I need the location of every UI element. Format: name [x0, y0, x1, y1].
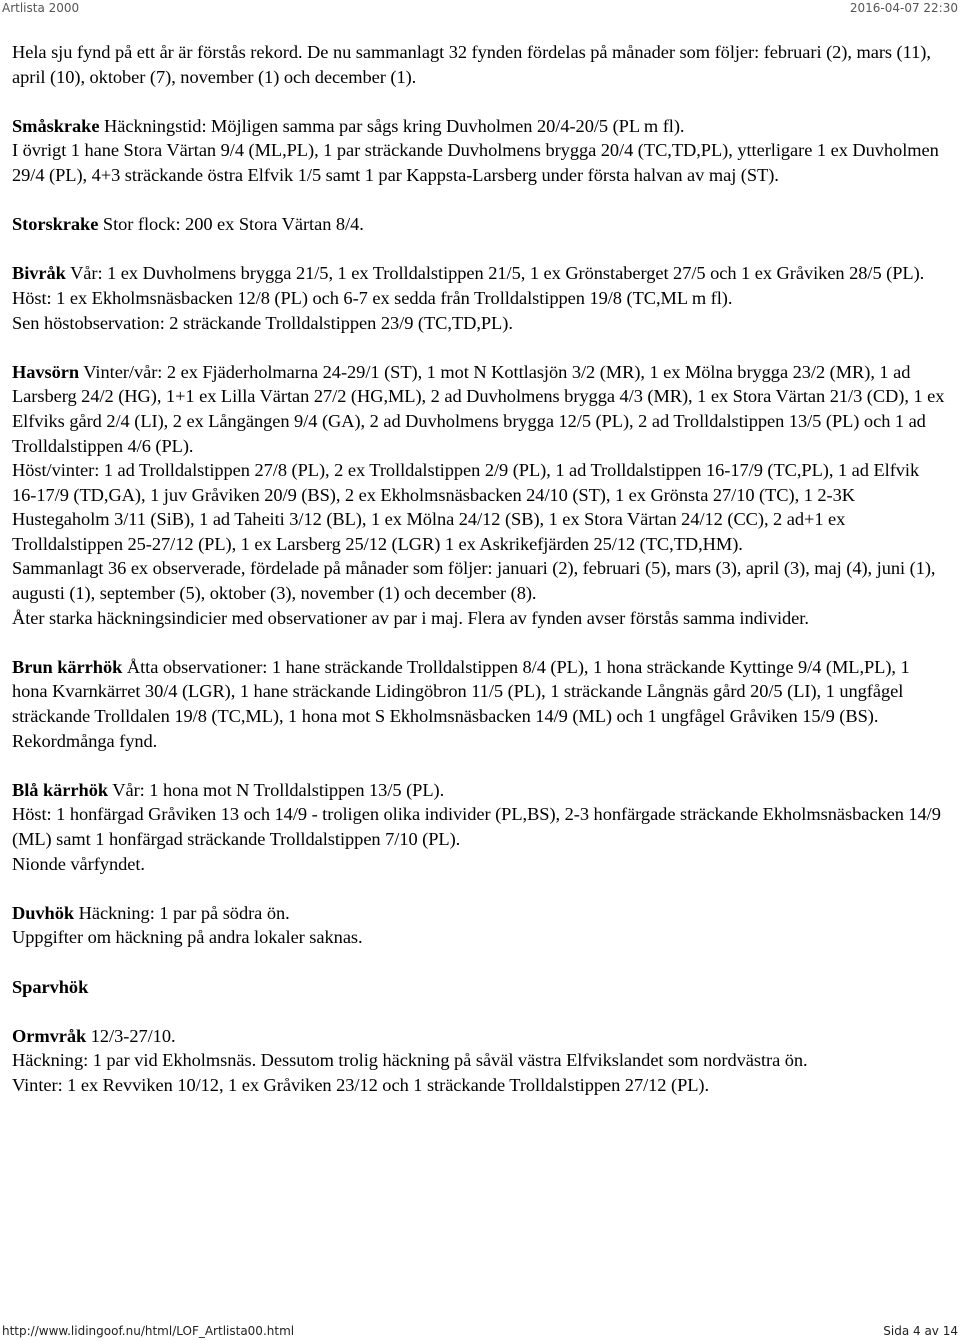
entry-first-line: Stor flock: 200 ex Stora Värtan 8/4.: [98, 214, 364, 235]
entry-first-line: Åtta observationer: 1 hane sträckande Trolldalstippen 8/4 (PL), 1 hona sträckande Kyttinge 9/4 (ML,PL), 1 hona Kvarnkärret 30/4 (LGR), 1 hane sträckande Lidingöbron 11/5 (PL), 1 sträckande Långnäs gård 20/5 (LI), 1 ungfågel sträckande Trolldalen 19/8 (TC,ML), 1 hona mot S Ekholmsnäsbacken 14/9 (ML) och 1 ungfågel Gråviken 15/9 (BS).: [12, 656, 910, 727]
entry-heading-line: [12, 975, 948, 1000]
species-entry-brun-karrhok: [12, 655, 948, 753]
page-number: Sida 4 av 14: [883, 1324, 958, 1338]
species-name: Storskrake: [12, 214, 99, 235]
entry-heading-line: [12, 778, 948, 803]
entry-first-line: Vår: 1 hona mot N Trolldalstippen 13/5 (PL).: [108, 779, 445, 800]
entry-line: Sen höstobservation: 2 sträckande Trolldalstippen 23/9 (TC,TD,PL).: [12, 312, 513, 333]
entry-first-line: Hela sju fynd på ett år är förstås rekord. De nu sammanlagt 32 fynden fördelas på månader som följer: februari (2), mars (11), april (10), oktober (7), november (1) och december (1).: [12, 42, 931, 87]
species-entry-sparvhok: [12, 975, 948, 1000]
species-entry-ormvrak: [12, 1024, 948, 1098]
entry-line: Höst: 1 ex Ekholmsnäsbacken 12/8 (PL) och 6-7 ex sedda från Trolldalstippen 19/8 (TC,ML m fl).: [12, 287, 733, 308]
entry-line: Rekordmånga fynd.: [12, 730, 158, 751]
species-entry-smaskrake: [12, 114, 948, 188]
species-name: Duvhök: [12, 902, 75, 923]
species-entry-havsorn: [12, 360, 948, 631]
entry-line: Häckning: 1 par vid Ekholmsnäs. Dessutom trolig häckning på såväl västra Elfvikslandet som nordvästra ön.: [12, 1050, 808, 1071]
species-name: Blå kärrhök: [12, 779, 109, 800]
print-timestamp: 2016-04-07 22:30: [849, 1, 958, 15]
entry-line: I övrigt 1 hane Stora Värtan 9/4 (ML,PL), 1 par sträckande Duvholmens brygga 20/4 (TC,TD,PL), ytterligare 1 ex Duvholmen 29/4 (PL), 4+3 sträckande östra Elfvik 1/5 samt 1 par Kappsta-Larsberg under första halvan av maj (ST).: [12, 140, 939, 185]
entry-heading-line: [12, 212, 948, 237]
entry-heading-line: [12, 360, 948, 458]
species-name: Bivråk: [12, 263, 66, 284]
species-entry-intro: [12, 40, 948, 89]
source-url: http://www.lidingoof.nu/html/LOF_Artlista00.html: [2, 1324, 295, 1338]
entry-heading-line: [12, 655, 948, 729]
entry-line: Åter starka häckningsindicier med observationer av par i maj. Flera av fynden avser förstås samma individer.: [12, 607, 809, 628]
entry-first-line: Häckning: 1 par på södra ön.: [74, 902, 290, 923]
entry-line: Höst/vinter: 1 ad Trolldalstippen 27/8 (PL), 2 ex Trolldalstippen 2/9 (PL), 1 ad Trolldalstippen 16-17/9 (TC,PL), 1 ad Elfvik 16-17/9 (TD,GA), 1 juv Gråviken 20/9 (BS), 2 ex Ekholmsnäsbacken 24/10 (ST), 1 ex Grönsta 27/10 (TC), 1 2-3K Hustegaholm 3/11 (SiB), 1 ad Taheiti 3/12 (BL), 1 ex Mölna 24/12 (SB), 1 ex Stora Värtan 24/12 (CC), 2 ad+1 ex Trolldalstippen 25-27/12 (PL), 1 ex Larsberg 25/12 (LGR) 1 ex Askrikefjärden 25/12 (TC,TD,HM).: [12, 460, 920, 554]
entry-heading-line: [12, 114, 948, 139]
entry-line: Vinter: 1 ex Revviken 10/12, 1 ex Gråviken 23/12 och 1 sträckande Trolldalstippen 27/12 (PL).: [12, 1074, 710, 1095]
page-header: [0, 0, 960, 18]
document-title: Artlista 2000: [2, 1, 80, 15]
page-footer: [0, 1322, 960, 1340]
entry-line: Uppgifter om häckning på andra lokaler saknas.: [12, 927, 363, 948]
entry-heading-line: [12, 1024, 948, 1049]
species-entry-bla-karrhok: [12, 778, 948, 876]
species-name: Brun kärrhök: [12, 656, 123, 677]
entry-heading-line: [12, 901, 948, 926]
entry-first-line: Vår: 1 ex Duvholmens brygga 21/5, 1 ex Trolldalstippen 21/5, 1 ex Grönstaberget 27/5 och 1 ex Gråviken 28/5 (PL).: [65, 263, 925, 284]
species-entry-duvhok: [12, 901, 948, 950]
entry-line: Nionde vårfyndet.: [12, 853, 145, 874]
entry-first-line: Häckningstid: Möjligen samma par sågs kring Duvholmen 20/4-20/5 (PL m fl).: [99, 115, 685, 136]
species-list: [12, 40, 948, 1122]
entry-heading-line: [12, 261, 948, 286]
entry-line: Sammanlagt 36 ex observerade, fördelade på månader som följer: januari (2), februari (5), mars (3), april (3), maj (4), juni (1), augusti (1), september (5), oktober (3), november (1) och december (8).: [12, 558, 936, 604]
entry-first-line: 12/3-27/10.: [86, 1025, 176, 1046]
entry-first-line: Vinter/vår: 2 ex Fjäderholmarna 24-29/1 (ST), 1 mot N Kottlasjön 3/2 (MR), 1 ex Mölna brygga 23/2 (MR), 1 ad Larsberg 24/2 (HG), 1+1 ex Lilla Värtan 27/2 (HG,ML), 2 ad Duvholmens brygga 4/3 (MR), 1 ex Stora Värtan 21/3 (CD), 1 ex Elfviks gård 2/4 (LI), 2 ex Långängen 9/4 (GA), 2 ad Duvholmens brygga 12/5 (PL), 2 ad Trolldalstippen 13/5 (PL) och 1 ad Trolldalstippen 4/6 (PL).: [12, 361, 945, 456]
entry-text: [12, 40, 948, 89]
species-entry-storskrake: [12, 212, 948, 237]
species-name: Småskrake: [12, 115, 100, 136]
entry-line: Höst: 1 honfärgad Gråviken 13 och 14/9 - troligen olika individer (PL,BS), 2-3 honfärgade sträckande Ekholmsnäsbacken 14/9 (ML) samt 1 honfärgad sträckande Trolldalstippen 7/10 (PL).: [12, 804, 941, 849]
species-name: Ormvråk: [12, 1025, 87, 1046]
species-entry-bivrak: [12, 261, 948, 335]
species-name: Havsörn: [12, 361, 80, 382]
species-name: Sparvhök: [12, 976, 89, 997]
